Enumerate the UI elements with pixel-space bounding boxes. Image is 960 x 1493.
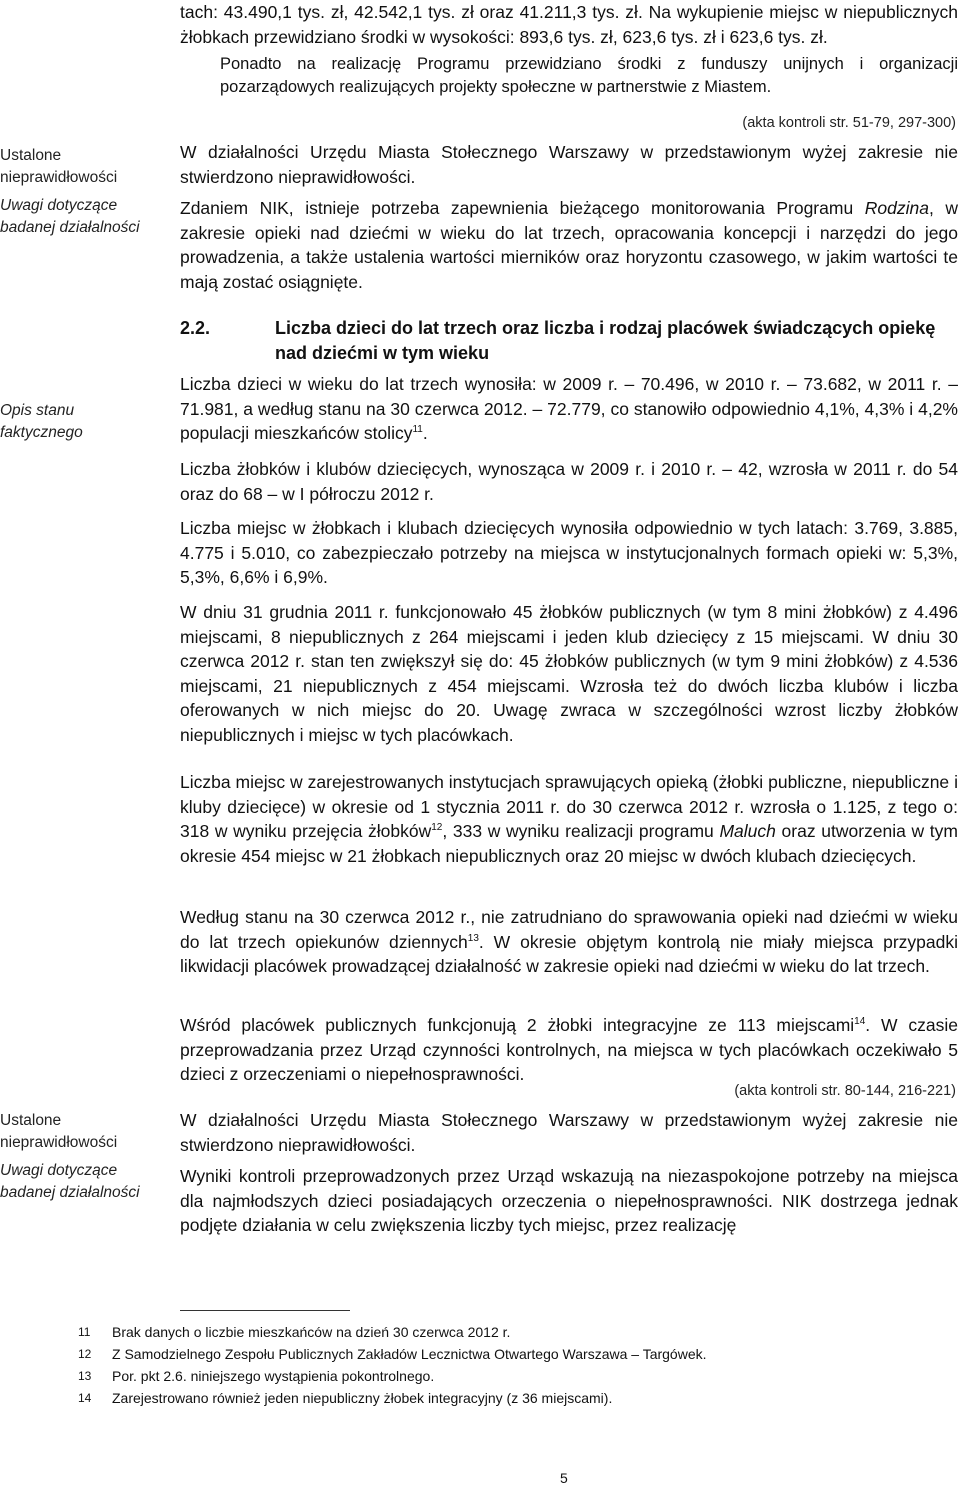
footnote-text: Zarejestrowano również jeden niepubliczny żłobek integracyjny (z 36 miejscami).: [112, 1390, 613, 1406]
footnote-divider: [180, 1310, 350, 1311]
margin-note-label: nieprawidłowości: [0, 169, 118, 186]
margin-note-label: Ustalone: [0, 147, 62, 164]
section-number: 2.2.: [180, 318, 211, 338]
no-irregularities-text: W działalności Urzędu Miasta Stołecznego Warszawy w przedstawionym wyżej zakresie nie stwierdzono nieprawidłowości.: [180, 1110, 958, 1155]
margin-note-label: badanej działalności: [0, 219, 140, 236]
no-irregularities-text: W działalności Urzędu Miasta Stołecznego Warszawy w przedstawionym wyżej zakresie nie stwierdzono nieprawidłowości.: [180, 142, 958, 187]
registered-places-paragraph: [180, 770, 958, 868]
paragraph-text: Liczba miejsc w zarejestrowanych instytucjach sprawujących opieką (żłobki publiczne, niepubliczne i kluby dziecięce) w okresie od 1 stycznia 2011 r. do 30 czerwca 2012 r. wzrosła o 1.125, z tego o: 318 w wyniku przejęcia żłobków: [180, 772, 958, 842]
paragraph-text: Wśród placówek publicznych funkcjonują 2 żłobki integracyjne ze 113 miejscami: [180, 1015, 855, 1035]
margin-note-facts: [0, 400, 160, 444]
intro-paragraph-2: [220, 53, 958, 99]
file-reference-1: (akta kontroli str. 51-79, 297-300): [742, 115, 956, 131]
margin-note-label: Uwagi dotyczące: [0, 1162, 118, 1179]
paragraph-text: Wyniki kontroli przeprowadzonych przez Urząd wskazują na niezaspokojone potrzeby na miejsca dla najmłodszych dzieci posiadających orzeczenia o niepełnosprawności. NIK dostrzega jednak podjęte działania w celu zwiększenia liczby tych miejsc, przez realizację: [180, 1166, 958, 1236]
footnote-ref: 13: [467, 932, 479, 944]
intro-text: tach: 43.490,1 tys. zł, 42.542,1 tys. zł oraz 41.211,3 tys. zł. Na wykupienie miejsc w niepublicznych żłobkach przewidziano środki w wysokości: 893,6 tys. zł, 623,6 tys. zł i 623,6 tys. zł.: [180, 2, 958, 47]
paragraph-text: W dniu 31 grudnia 2011 r. funkcjonowało 45 żłobków publicznych (w tym 8 mini żłobków) z 4.496 miejscami, 8 niepublicznych z 264 miejscami i jeden klub dziecięcy z 15 miejscami. W dniu 30 czerwca 2012 r. stan ten zwiększył się do: 45 żłobków publicznych (w tym 9 mini żłobków) z 4.536 miejscami, 21 niepublicznych z 454 miejscami. Wzrosła też do dwóch liczba klubów i liczba oferowanych w nich miejsc do 20. Uwagę zwraca w szczególności wzrost liczby żłobków niepublicznych i miejsc w tych placówkach.: [180, 602, 958, 745]
margin-note-label: badanej działalności: [0, 1184, 140, 1201]
file-reference-2: (akta kontroli str. 80-144, 216-221): [734, 1083, 956, 1099]
paragraph-text: Według stanu na 30 czerwca 2012 r., nie zatrudniano do sprawowania opieki nad dziećmi w wieku do lat trzech opiekunów dziennych: [180, 907, 958, 952]
paragraph-text: oraz utworzenia w tym okresie 454 miejsc w 21 żłobkach niepublicznych oraz 20 miejsc w dwóch klubach dziecięcych.: [180, 821, 958, 866]
paragraph-text: Liczba żłobków i klubów dziecięcych, wynosząca w 2009 r. i 2010 r. – 42, wzrosła w 2011 r. do 54 oraz do 68 – w I półroczu 2012 r.: [180, 459, 958, 504]
footnote-number: 13: [78, 1369, 92, 1383]
no-irregularities-paragraph-1: [180, 140, 958, 189]
paragraph-text: Liczba miejsc w żłobkach i klubach dziecięcych wynosiła odpowiednio w tych latach: 3.769, 3.885, 4.775 i 5.010, co zabezpieczało potrzeby na miejsca w instytucjonalnych formach opieki w: 5,3%, 5,3%, 6,6% i 6,9%.: [180, 518, 958, 588]
nurseries-count-paragraph: [180, 457, 958, 506]
page-number: 5: [560, 1470, 568, 1486]
results-paragraph: [180, 1164, 958, 1238]
margin-note-irregularities-2: [0, 1110, 160, 1204]
footnote-ref: 14: [854, 1016, 866, 1028]
children-count-paragraph: Liczba dzieci w wieku do lat trzech wynosiła: w 2009 r. – 70.496, w 2010 r. – 73.682, w 2011 r. – 71.981, a według stanu na 30 czerwca 2012. – 72.779, co stanowiło odpowiednio 4,1%, 4,3% i 4,2% populacji mieszkańców stolicy$^{11}$.: [180, 374, 958, 444]
dec-2011-paragraph: [180, 600, 958, 748]
footnote-ref: 11: [412, 424, 423, 436]
margin-note-irregularities-1: [0, 145, 160, 239]
paragraph-text: Liczba dzieci w wieku do lat trzech wynosiła: w 2009 r. – 70.496, w 2010 r. – 73.682, w 2011 r. – 71.981, a według stanu na 30 czerwca 2012. – 72.779, co stanowiło odpowiednio 4,1%, 4,3% i 4,2% populacji mieszkańców stolicy: [180, 374, 958, 444]
integration-paragraph: [180, 1013, 958, 1087]
margin-note-label: faktycznego: [0, 424, 83, 441]
nik-opinion-text: Zdaniem NIK, istnieje potrzeba zapewnienia bieżącego monitorowania Programu: [180, 198, 865, 218]
footnote-number: 14: [78, 1391, 92, 1405]
footnote-text: Z Samodzielnego Zespołu Publicznych Zakładów Lecznictwa Otwartego Warszawa – Targówek.: [112, 1346, 707, 1362]
nik-opinion-text: , w zakresie opieki nad dziećmi w wieku do lat trzech, opracowania koncepcji i narzędzi do jego prowadzenia, a także ustalenia wartości mierników oraz horyzontu czasowego, w jakim wartości te mają zostać osiągnięte.: [180, 198, 958, 292]
program-name: Rodzina: [864, 198, 929, 218]
paragraph-text: , 333 w wyniku realizacji programu: [442, 821, 720, 842]
intro-text-2: Ponadto na realizację Programu przewidziano środki z funduszy unijnych i organizacji pozarządowych realizujących projekty społeczne w partnerstwie z Miastem.: [220, 55, 958, 96]
no-irregularities-paragraph-2: [180, 1108, 958, 1157]
caregivers-paragraph: [180, 905, 958, 979]
footnote-ref: 12: [431, 822, 443, 834]
program-name: Maluch: [719, 821, 776, 842]
margin-note-label: nieprawidłowości: [0, 1134, 118, 1151]
nik-opinion-paragraph: [180, 196, 958, 294]
footnote-text: Brak danych o liczbie mieszkańców na dzień 30 czerwca 2012 r.: [112, 1324, 511, 1340]
margin-note-label: Uwagi dotyczące: [0, 197, 118, 214]
margin-note-label: Ustalone: [0, 1112, 62, 1129]
paragraph-text: . W czasie przeprowadzania przez Urząd czynności kontrolnych, na miejsca w tych placówkach oczekiwało 5 dzieci z orzeczeniami o niepełnosprawności.: [180, 1015, 958, 1085]
footnote-number: 11: [78, 1325, 91, 1339]
section-title: Liczba dzieci do lat trzech oraz liczba i rodzaj placówek świadczących opiekę nad dziećmi w tym wieku: [275, 318, 936, 363]
footnote-number: 12: [78, 1347, 92, 1361]
paragraph-text: . W okresie objętym kontrolą nie miały miejsca przypadki likwidacji placówek prowadzącej działalność w zakresie opieki nad dziećmi w wieku do lat trzech.: [180, 931, 958, 977]
places-count-paragraph: [180, 516, 958, 590]
intro-paragraph: [180, 0, 958, 49]
footnote-text: Por. pkt 2.6. niniejszego wystąpienia pokontrolnego.: [112, 1368, 435, 1384]
margin-note-label: Opis stanu: [0, 402, 75, 419]
